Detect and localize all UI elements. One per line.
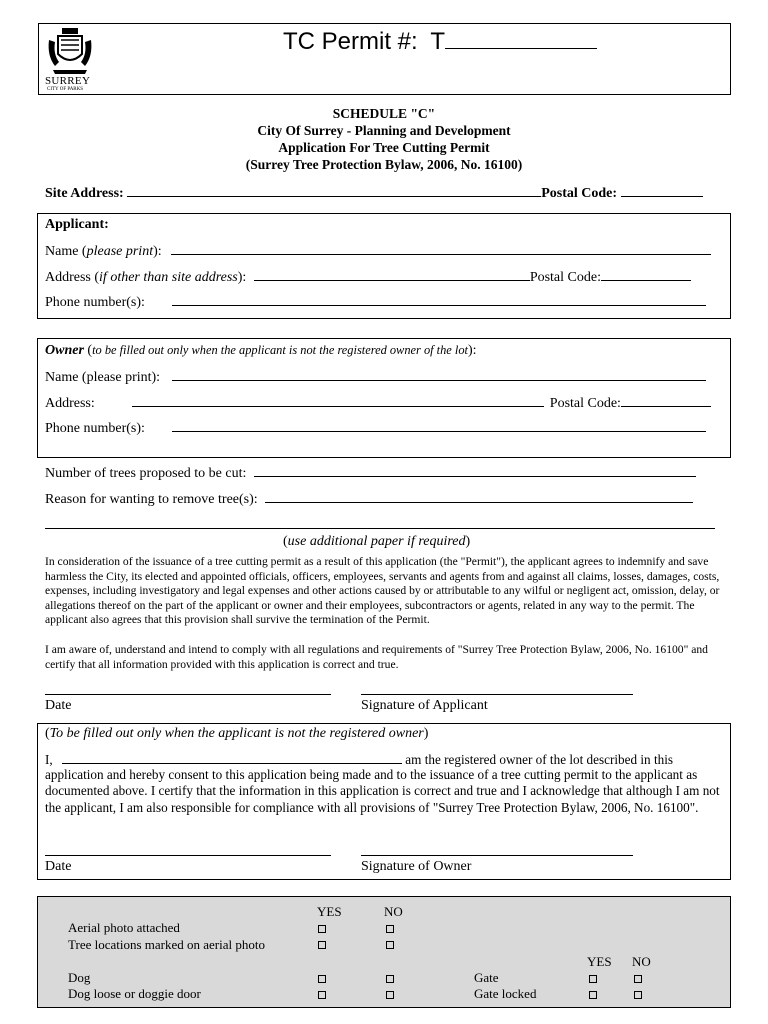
tree-count-row xyxy=(45,464,696,482)
office-item-aerial-photo: Aerial photo attached xyxy=(68,920,180,935)
tree-reason-input[interactable] xyxy=(265,490,693,503)
tree-reason-continued-row xyxy=(45,516,715,534)
owner-name-label: Name (please print): xyxy=(45,370,161,385)
applicant-name-tail: ): xyxy=(153,244,162,259)
site-address-input[interactable] xyxy=(127,184,541,197)
aerial-photo-no-checkbox[interactable] xyxy=(386,925,394,933)
owner-consent-heading xyxy=(45,726,428,742)
no-column-label: NO xyxy=(384,904,403,919)
permit-number-field[interactable] xyxy=(283,28,597,56)
applicant-name-input[interactable] xyxy=(171,242,711,255)
tree-reason-row xyxy=(45,490,693,508)
owner-hint: to be filled out only when the applicant is not the registered owner of the lot xyxy=(92,343,468,357)
tree-reason-label: Reason for wanting to remove tree(s): xyxy=(45,492,258,507)
applicant-name-row xyxy=(45,242,711,260)
tree-count-input[interactable] xyxy=(254,464,696,477)
permit-header-box xyxy=(38,23,731,95)
applicant-signature-label: Signature of Applicant xyxy=(361,698,488,713)
owner-date-input[interactable] xyxy=(45,843,331,856)
applicant-phone-row xyxy=(45,293,706,311)
note-open: ( xyxy=(283,534,288,549)
site-postal-input[interactable] xyxy=(621,184,703,197)
owner-postal-label: Postal Code: xyxy=(549,396,621,411)
office-item-gate-locked: Gate locked xyxy=(474,986,537,1001)
owner-postal-input[interactable] xyxy=(621,394,711,407)
owner-phone-label: Phone number(s): xyxy=(45,421,145,436)
owner-name-row xyxy=(45,368,706,386)
applicant-postal-label: Postal Code: xyxy=(529,270,601,285)
owner-name-input[interactable] xyxy=(172,368,706,381)
additional-paper-note xyxy=(283,534,470,550)
applicant-address-row xyxy=(45,268,691,286)
owner-phone-row xyxy=(45,419,706,437)
applicant-address-label: Address ( xyxy=(45,270,100,285)
dog-yes-checkbox[interactable] xyxy=(318,975,326,983)
consent-owner-name-input[interactable] xyxy=(62,751,402,764)
note-text: use additional paper if required xyxy=(287,534,466,549)
site-address-label: Site Address: xyxy=(45,186,124,201)
owner-address-row xyxy=(45,394,711,412)
yes-column-label: YES xyxy=(317,904,342,919)
owner-hint-close: ): xyxy=(468,343,477,358)
owner-hint-open: ( xyxy=(87,343,93,358)
logo-text: SURREY xyxy=(45,75,91,87)
applicant-signature-input[interactable] xyxy=(361,682,633,695)
owner-signature-label: Signature of Owner xyxy=(361,859,472,874)
indemnity-paragraph: In consideration of the issuance of a tree cutting permit as a result of this application (the "Permit"), the applicant agrees to indemnify and save harmless the City, its elected and appointed officials, officers, employees, servants and agents from and against all claims, losses, damages, costs, expenses, including investigatory and legal expenses and other actions caused by or attributable to any wilful or negligent act, omission, delay, or allegations thereof on the part of the applicant or owner and their employees, subcontractors or agents, related in any way to the permit. The applicant also agrees that this provision shall survive the termination of the Permit. xyxy=(45,555,720,627)
owner-heading-row xyxy=(45,343,477,359)
consent-heading-text: To be filled out only when the applicant is not the registered owner xyxy=(49,726,424,741)
application-title: Application For Tree Cutting Permit xyxy=(278,140,490,155)
bylaw-title: (Surrey Tree Protection Bylaw, 2006, No. 16100) xyxy=(245,157,523,172)
department-title: City Of Surrey - Planning and Development xyxy=(257,123,511,138)
gate-no-checkbox[interactable] xyxy=(634,975,642,983)
gate-yes-column-label: YES xyxy=(587,954,612,969)
applicant-heading: Applicant: xyxy=(45,217,109,232)
applicant-date-label: Date xyxy=(45,698,72,713)
site-postal-label: Postal Code: xyxy=(541,186,618,201)
applicant-phone-input[interactable] xyxy=(172,293,706,306)
applicant-address-hint: if other than site address xyxy=(99,270,238,285)
gate-yes-checkbox[interactable] xyxy=(589,975,597,983)
permit-number-label: TC Permit #: xyxy=(283,28,418,55)
awareness-paragraph: I am aware of, understand and intend to comply with all regulations and requirements of "Surrey Tree Protection Bylaw, 2006, No. 16100" and certify that all information provided with this application is correct and true. xyxy=(45,643,708,671)
owner-consent-body: application and hereby consent to this application being made and to the issuance of a tree cutting permit to the applicant as documented above. I certify that the information in this application is correct and true and I acknowledge that although I am not the applicant, I am also responsible for compliance with all provisions of "Surrey Tree Protection Bylaw, 2006, No. 16100". xyxy=(45,767,720,815)
applicant-name-label: Name ( xyxy=(45,244,87,259)
dog-no-checkbox[interactable] xyxy=(386,975,394,983)
surrey-logo xyxy=(45,26,95,92)
tree-count-label: Number of trees proposed to be cut: xyxy=(45,466,247,481)
gate-no-column-label: NO xyxy=(632,954,651,969)
owner-phone-input[interactable] xyxy=(172,419,706,432)
aerial-photo-yes-checkbox[interactable] xyxy=(318,925,326,933)
owner-heading: Owner xyxy=(45,343,84,358)
site-address-row xyxy=(45,184,703,202)
consent-heading-close: ) xyxy=(423,726,429,741)
gate-locked-yes-checkbox[interactable] xyxy=(589,991,597,999)
tree-locations-no-checkbox[interactable] xyxy=(386,941,394,949)
applicant-phone-label: Phone number(s): xyxy=(45,295,145,310)
applicant-date-input[interactable] xyxy=(45,682,331,695)
dog-loose-yes-checkbox[interactable] xyxy=(318,991,326,999)
gate-locked-no-checkbox[interactable] xyxy=(634,991,642,999)
office-item-gate: Gate xyxy=(474,970,499,985)
logo-subtext: CITY OF PARKS xyxy=(47,87,84,92)
owner-address-label: Address: xyxy=(45,396,95,411)
office-item-tree-locations: Tree locations marked on aerial photo xyxy=(68,937,265,952)
applicant-postal-input[interactable] xyxy=(601,268,691,281)
office-item-dog-loose: Dog loose or doggie door xyxy=(68,986,201,1001)
consent-heading-open: ( xyxy=(45,726,50,741)
schedule-title: SCHEDULE "C" xyxy=(332,106,436,121)
applicant-address-input[interactable] xyxy=(254,268,530,281)
applicant-address-tail: ): xyxy=(237,270,247,285)
owner-address-input[interactable] xyxy=(132,394,544,407)
consent-line1-tail: am the registered owner of the lot described in this xyxy=(405,752,673,767)
applicant-name-hint: please print xyxy=(86,244,154,259)
office-item-dog: Dog xyxy=(68,970,91,985)
owner-consent-line1 xyxy=(45,751,673,768)
note-close: ) xyxy=(465,534,471,549)
tree-reason-input-2[interactable] xyxy=(45,516,715,529)
owner-signature-input[interactable] xyxy=(361,843,633,856)
consent-i-label: I, xyxy=(45,752,53,767)
dog-loose-no-checkbox[interactable] xyxy=(386,991,394,999)
permit-number-blank[interactable] xyxy=(445,30,597,49)
permit-number-prefix: T xyxy=(430,28,446,55)
surrey-crest-icon xyxy=(45,26,95,76)
owner-date-label: Date xyxy=(45,859,72,874)
tree-locations-yes-checkbox[interactable] xyxy=(318,941,326,949)
